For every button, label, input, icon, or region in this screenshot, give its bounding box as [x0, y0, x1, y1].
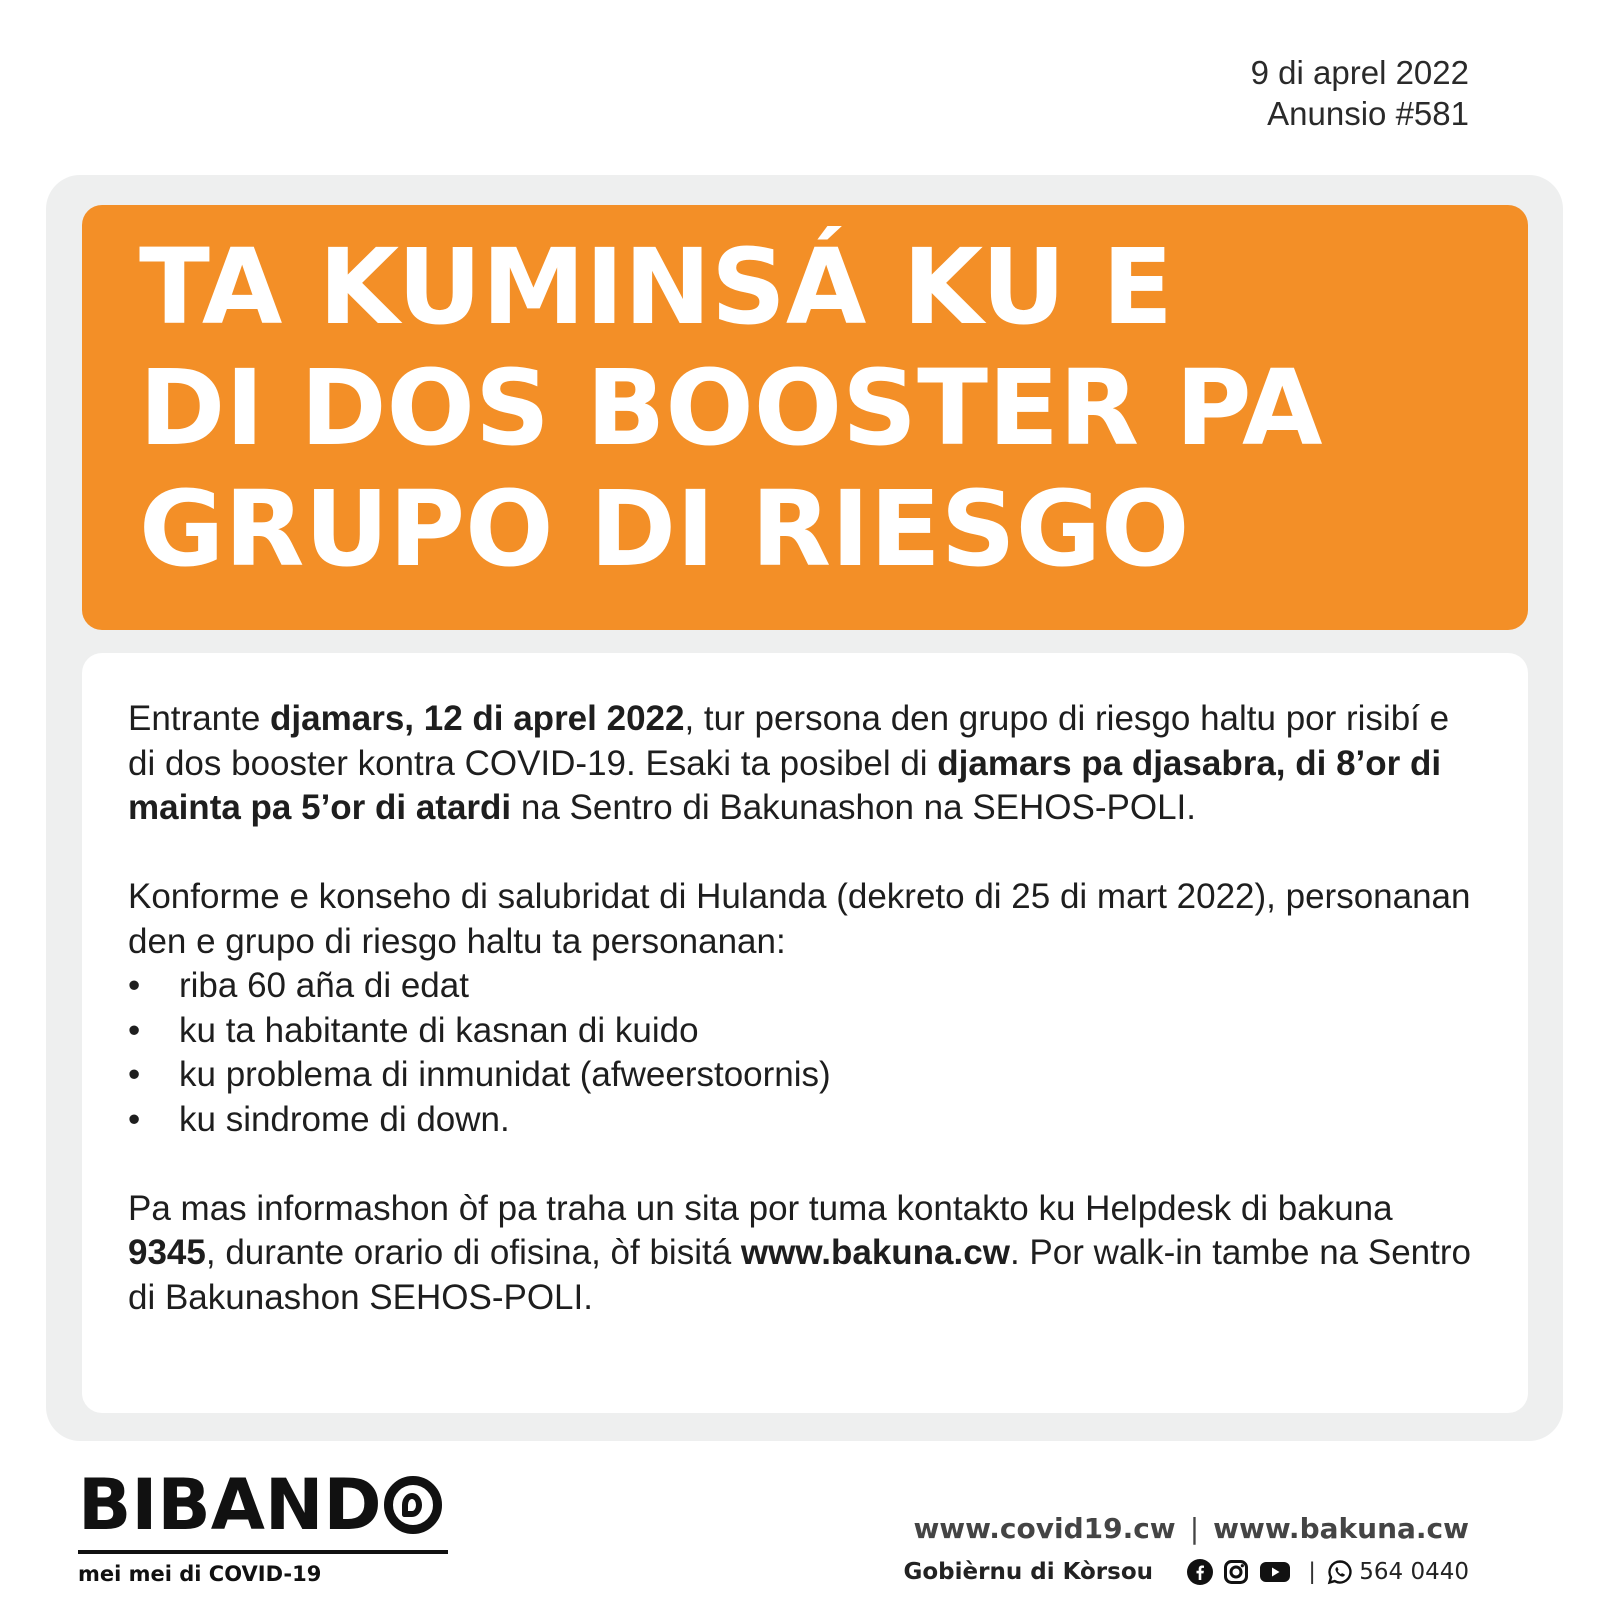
- logo-word: BIBAND: [78, 1464, 382, 1546]
- paragraph-contact-text-3: . Por walk-in tambe na Sentro di Bakunashon SEHOS-POLI.: [128, 1233, 1471, 1317]
- risk-group-list: [128, 964, 1478, 1142]
- list-item-text: ku ta habitante di kasnan di kuido: [179, 1010, 699, 1050]
- paragraph-contact: [128, 1187, 1478, 1321]
- opening-hours: djamars pa djasabra, di 8’or di mainta pa 5’or di atardi: [128, 743, 1442, 827]
- body-text: [128, 697, 1478, 1320]
- helpdesk-number: 9345: [128, 1233, 206, 1272]
- headline-banner: [82, 205, 1528, 630]
- bakuna-footer-link[interactable]: www.bakuna.cw: [1213, 1512, 1469, 1545]
- paragraph-dates-text-2: , tur persona den grupo di riesgo haltu por risibí e di dos booster kontra COVID-19. Esaki ta posibel di: [128, 699, 1450, 783]
- footer-urls: [904, 1509, 1470, 1549]
- bibando-logo: [78, 1464, 448, 1586]
- headline-line-1: TA KUMINSÁ KU E: [139, 226, 1174, 348]
- paragraph-contact-text-1: Pa mas informashon òf pa traha un sita por tuma kontakto ku Helpdesk di bakuna: [128, 1188, 1393, 1228]
- paragraph-dates-text-1: Entrante: [128, 699, 271, 738]
- phone-number: 564 0440: [1359, 1559, 1469, 1585]
- footer-contact-row: [904, 1555, 1470, 1589]
- bullet-icon: •: [128, 1099, 141, 1139]
- list-item-text: ku sindrome di down.: [179, 1099, 510, 1139]
- list-item: [128, 1053, 1478, 1098]
- headline-line-2: DI DOS BOOSTER PA: [139, 347, 1323, 469]
- facebook-icon[interactable]: [1187, 1559, 1213, 1585]
- headline-line-3: GRUPO DI RIESGO: [139, 468, 1190, 590]
- announcement-date: 9 di aprel 2022: [1250, 54, 1469, 91]
- start-date: djamars, 12 di aprel 2022: [270, 699, 685, 738]
- bullet-icon: •: [128, 966, 141, 1005]
- headline: [139, 227, 1323, 590]
- paragraph-dates-text-3: na Sentro di Bakunashon na SEHOS-POLI.: [511, 788, 1196, 827]
- announcement-number: Anunsio #581: [1267, 95, 1469, 132]
- announcement-meta: [1251, 52, 1469, 134]
- phone-separator: |: [1309, 1558, 1316, 1585]
- list-item: [128, 1009, 1478, 1054]
- list-item: [128, 964, 1478, 1009]
- url-separator: |: [1189, 1512, 1200, 1545]
- body-panel: [82, 653, 1528, 1413]
- covid19-link[interactable]: www.covid19.cw: [913, 1512, 1176, 1545]
- list-item-text: riba 60 aña di edat: [179, 966, 469, 1005]
- bakuna-link[interactable]: www.bakuna.cw: [740, 1233, 1010, 1272]
- logo-o-icon: [384, 1476, 442, 1534]
- paragraph-dates: [128, 697, 1478, 831]
- list-item: [128, 1098, 1478, 1143]
- logo-underline: [78, 1550, 448, 1554]
- footer: [904, 1509, 1470, 1589]
- bullet-icon: •: [128, 1010, 141, 1050]
- logo-tagline: mei mei di COVID-19: [78, 1562, 322, 1586]
- paragraph-contact-text-2: , durante orario di ofisina, òf bisitá: [205, 1233, 741, 1272]
- list-item-text: ku problema di inmunidat (afweerstoornis): [179, 1055, 831, 1094]
- youtube-icon[interactable]: [1259, 1559, 1291, 1585]
- whatsapp-icon: [1327, 1559, 1353, 1585]
- logo-wordmark: [78, 1464, 448, 1546]
- bullet-icon: •: [128, 1055, 141, 1094]
- paragraph-risk-group-intro: Konforme e konseho di salubridat di Hulanda (dekreto di 25 di mart 2022), personanan den e grupo di riesgo haltu ta personanan:: [128, 877, 1471, 961]
- instagram-icon[interactable]: [1223, 1559, 1249, 1585]
- government-name: Gobièrnu di Kòrsou: [903, 1559, 1154, 1585]
